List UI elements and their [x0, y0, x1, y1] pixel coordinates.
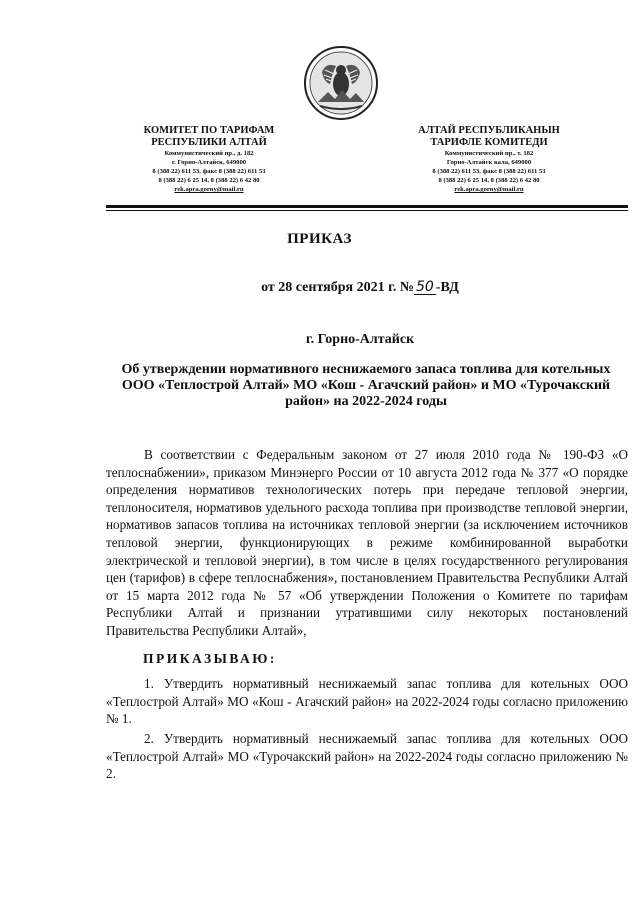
date-prefix: от 28 сентября 2021 г. №	[261, 280, 414, 295]
document-title: ПРИКАЗ	[287, 231, 352, 247]
header-left-address: Коммунистический пр., д. 182	[164, 150, 254, 157]
order-item-1: 1. Утвердить нормативный неснижаемый запас топлива для котельных ООО «Теплострой Алтай» МО «Кош - Агачский район» на 2022-2024 годы согласно приложению № 1.	[106, 676, 628, 727]
header-left-phone-2: 8 (388 22) 6 25 14, 8 (388 22) 6 42 80	[158, 177, 260, 184]
header-left-phone-1: 8 (388 22) 611 53, факс 8 (388 22) 611 53	[152, 168, 266, 175]
header-right-phone-1: 8 (388 22) 611 53, факс 8 (388 22) 611 53	[432, 168, 546, 175]
header-right-title-2: ТАРИФЛЕ КОМИТЕДИ	[430, 137, 548, 148]
header-left-city: г. Горно-Алтайск, 649000	[171, 159, 247, 166]
order-item-2: 2. Утвердить нормативный неснижаемый запас топлива для котельных ООО «Теплострой Алтай» МО «Турочакский район» на 2022-2024 годы согласно приложению № 2.	[106, 731, 628, 782]
number-suffix: -ВД	[435, 280, 459, 295]
header-right-phone-2: 8 (388 22) 6 25 14, 8 (388 22) 6 42 80	[438, 177, 540, 184]
order-heading: ПРИКАЗЫВАЮ:	[143, 651, 277, 666]
header-left-email[interactable]: rek.apra.gorny@mail.ru	[174, 186, 244, 193]
header-left-title-1: КОМИТЕТ ПО ТАРИФАМ	[143, 125, 275, 136]
document-city: г. Горно-Алтайск	[305, 332, 415, 347]
handwritten-number: 50	[415, 279, 434, 295]
coat-of-arms-icon	[302, 44, 380, 122]
header-right-email[interactable]: rek.apra.gorny@mail.ru	[454, 186, 524, 193]
document-subject: Об утверждении нормативного неснижаемого запаса топлива для котельных ООО «Теплострой Алтай» МО «Кош - Агачский район» и МО «Турочакский район» на 2022-2024 годы	[121, 362, 611, 409]
header-right	[374, 125, 604, 194]
header-right-address: Коммунистический пр., т. 182	[444, 150, 534, 157]
header-divider-thick	[106, 205, 628, 208]
header-left-title-2: РЕСПУБЛИКИ АЛТАЙ	[151, 137, 267, 148]
header-right-city: Горно-Алтайск кала, 649000	[446, 159, 532, 166]
preamble-paragraph: В соответствии с Федеральным законом от 27 июля 2010 года № 190-ФЗ «О теплоснабжении», приказом Минэнерго России от 10 августа 2012 года № 377 «О порядке определения нормативов технологических потерь при передаче тепловой энергии, теплоносителя, нормативов удельного расхода топлива при производстве тепловой энергии, нормативов запасов топлива на источниках тепловой энергии (за исключением источников тепловой энергии, функционирующих в режиме комбинированной выработки электрической и тепловой энергии), в том числе в целях государственного регулирования цен (тарифов) в сфере теплоснабжения», постановлением Правительства Республики Алтай от 15 марта 2012 года № 57 «Об утверждении Положения о Комитете по тарифам Республики Алтай и признании утратившими силу некоторых постановлений Правительства Республики Алтай»,	[106, 447, 628, 638]
header-divider-thin	[106, 210, 628, 211]
header-left	[94, 125, 324, 194]
header-right-title-1: АЛТАЙ РЕСПУБЛИКАНЫН	[418, 125, 560, 136]
document-date-number	[110, 280, 610, 296]
